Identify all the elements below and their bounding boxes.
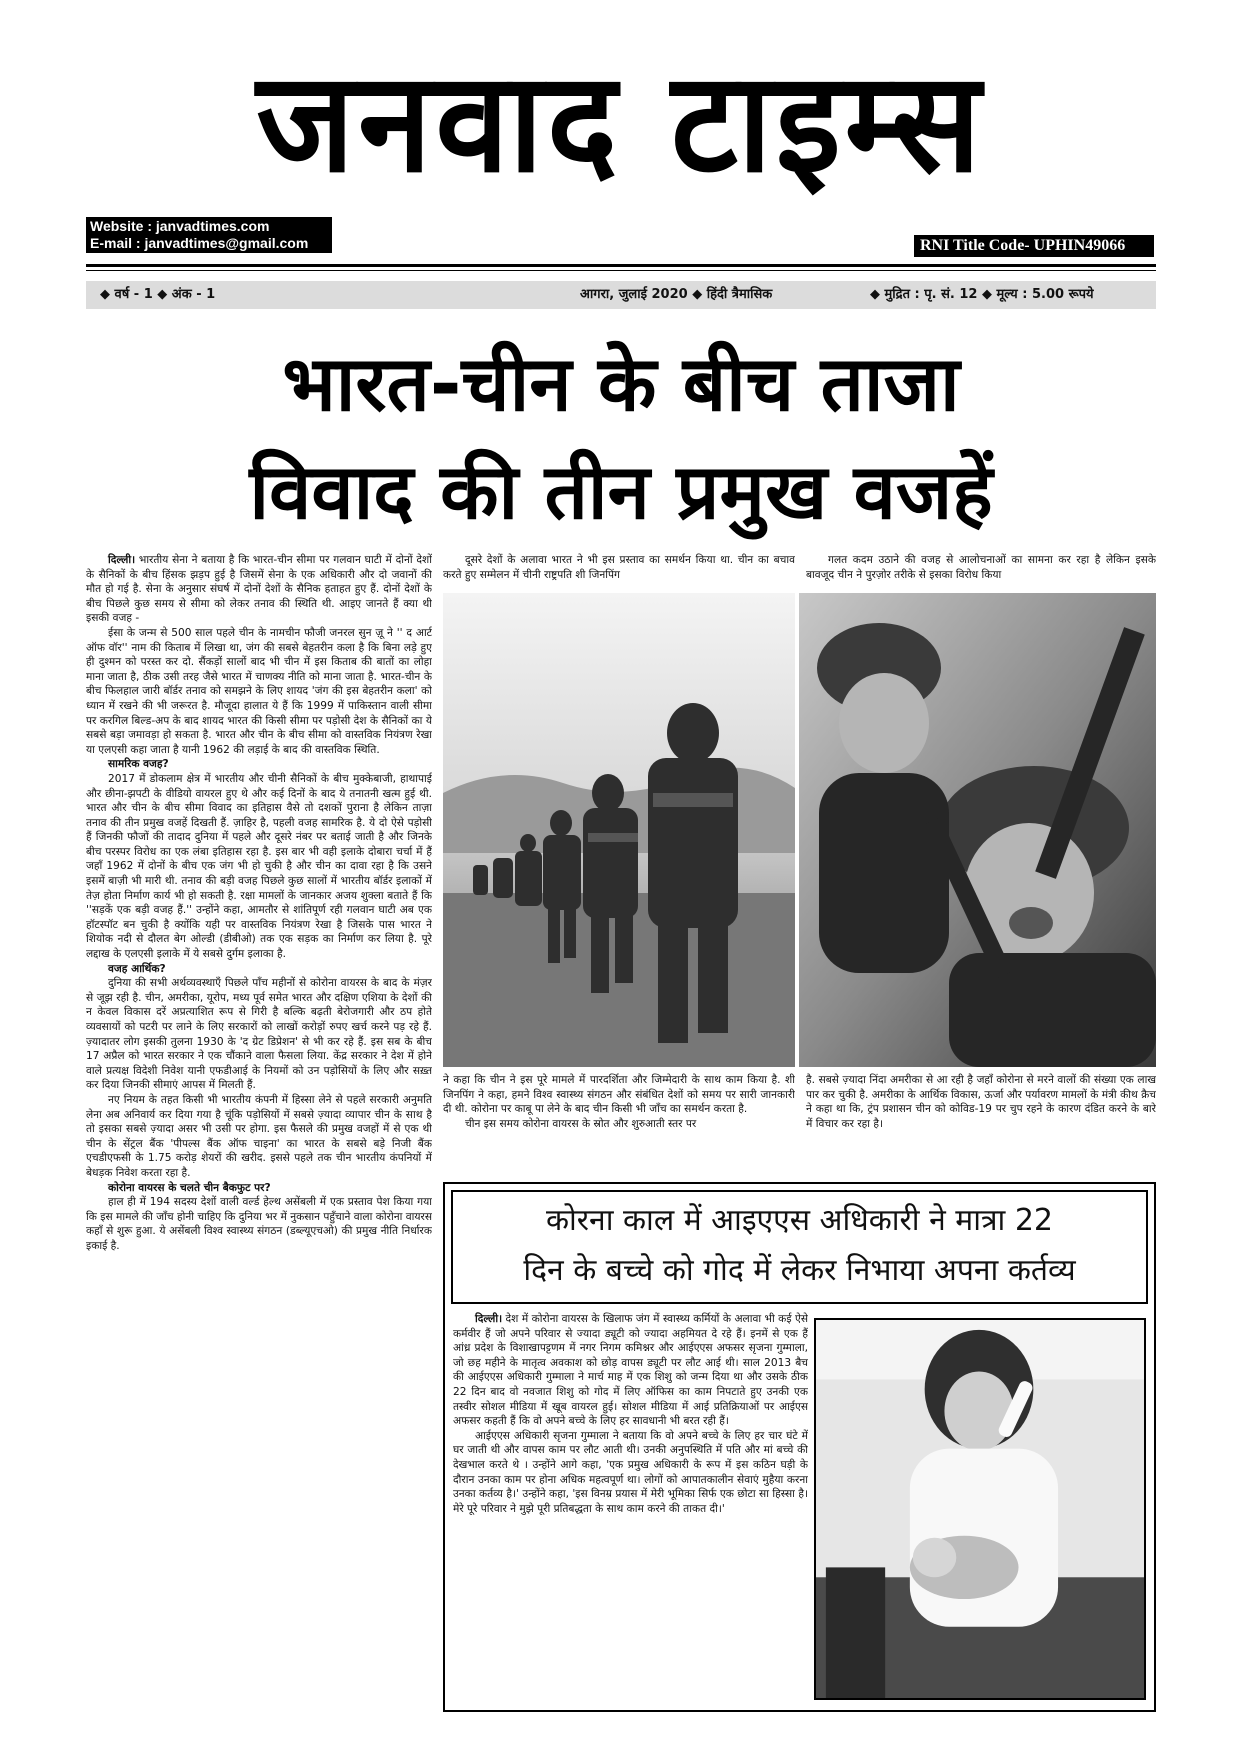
lead-para-2: ईसा के जन्म से 500 साल पहले चीन के नामचीन फौजी जनरल सुन ज़ू ने '' द आर्ट ऑफ वॉर'' नाम की किताब में लिखा था, जंग की सबसे बेहतरीन कला है कि बिना लड़े हुए ही दुश्मन को परस्त कर दो. सैंकड़ों सालों बाद भी चीन में इस किताब की बातों का लोहा माना जाता है, ठीक उसी तरह जैसे भारत में चाणक्य नीति को माना जाता है. भारत-चीन के बीच फिलहाल जारी बॉर्डर तनाव को समझने के लिए शायद 'जंग की इस बेहतरीन कला' को ध्यान में रखने की भी जरूरत है. मौजूदा हालात ये हैं कि 1999 में पाकिस्तान वाली सीमा पर करगिल बिल्ड-अप के बाद शायद भारत की किसी सीमा पर पड़ोसी देश के सैनिकों का ये सबसे बड़ा जमावड़ा हो सकता है. भारत और चीन के बीच सीमा को वास्तविक नियंत्रण रेखा या एलएसी कहा जाता है यानी 1962 की लड़ाई के बाद की वास्तविक स्थिति. bbox=[86, 626, 432, 756]
officer-with-baby-photo bbox=[814, 1318, 1146, 1700]
masthead-rule-thin bbox=[86, 270, 1156, 271]
lead-para-4: दुनिया की सभी अर्थव्यवस्थाएँ पिछले पाँच महीनों से कोरोना वायरस के बाद के मंज़र से जूझ रही है. चीन, अमरीका, यूरोप, मध्य पूर्व समेत भारत और दक्षिण एशिया के देशों की न केवल विकास दरें अप्रत्याशित रूप से गिरी है बल्कि बढ़ती बेरोजगारी और ठप होते व्यवसायों को पटरी पर लाने के लिए सरकारों को लाखों करोड़ों रुपए खर्च करने पड़ रहे हैं. ज़्यादातर लोग इसकी तुलना 1930 के 'द ग्रेट डिप्रेशन' से भी कर रहे हैं. इस सब के बीच 17 अप्रैल को भारत सरकार ने एक चौंकाने वाला फैसला लिया. केंद्र सरकार ने देश में होने वाले प्रत्यक्ष विदेशी निवेश यानी एफडीआई के नियमों को उन पड़ोसियों के लिए और सख़्त कर दिया जिनकी सीमाएं आपस में मिलती हैं. bbox=[86, 977, 432, 1092]
lead-right-top: गलत कदम उठाने की वजह से आलोचनाओं का सामना कर रहा है लेकिन इसके बावजूद चीन ने पुरज़ोर तरीके से इसका विरोध किया bbox=[806, 554, 1156, 581]
lead-subhead-corona: कोरोना वायरस के चलते चीन बैकफुट पर? bbox=[108, 1181, 271, 1194]
lead-headline bbox=[86, 330, 1156, 546]
soldiers-marching-photo bbox=[443, 593, 795, 1067]
lead-subhead-strategic: सामरिक वजह? bbox=[108, 758, 169, 771]
lead-para-3: 2017 में डोकलाम क्षेत्र में भारतीय और चीनी सैनिकों के बीच मुक्केबाजी, हाथापाई और छीना-झपटी के वीडियो वायरल हुए थे और कई दिनों के बाद ये तनातनी खत्म हुई थी. भारत और चीन के बीच सीमा विवाद का इतिहास वैसे तो दशकों पुराना है लेकिन ताज़ा तनाव की तीन प्रमुख वजहें दिखती हैं. ज़ाहिर है, पहली वजह सामरिक है. ये दो ऐसे पड़ोसी हैं जिनकी फौजों की तादाद दुनिया में पहले और दूसरे नंबर पर बताई जाती है और जिनके बीच परस्पर विरोध का एक लंबा इतिहास रहा है. इस बार भी वही इलाके दोबारा चर्चा में हैं जहाँ 1962 में दोनों के बीच एक जंग भी हो चुकी है और चीन का दावा रहा है कि उसने इसमें बाज़ी भी मारी थी. तनाव की बड़ी वजह पिछले कुछ सालों में भारतीय बॉर्डर इलाकों में तेज़ होता निर्माण कार्य भी हो सकती है. रक्षा मामलों के जानकार अजय शुक्ला बताते हैं कि ''सड़कें एक बड़ी वजह हैं.'' उन्होंने कहा, आमतौर से शांतिपूर्ण रही गलवान घाटी अब एक हॉटस्पॉट बन चुकी है क्योंकि यही पर वास्तविक नियंत्रण रेखा है जिसके पास भारत ने शियोक नदी से दौलत बेग ओल्डी (डीबीओ) तक एक सड़क का निर्माण कर लिया है. पूरे लद्दाख के एलएसी इलाके में ये सबसे दुर्गम इलाका है. bbox=[86, 772, 432, 961]
ias-story-text bbox=[453, 1312, 808, 1708]
print-price: ◆ मुद्रित : पृ. सं. 12 ◆ मूल्य : 5.00 रूपये bbox=[870, 287, 1094, 302]
place-date: आगरा, जुलाई 2020 ◆ हिंदी त्रैमासिक bbox=[580, 287, 773, 302]
ias-officer-story bbox=[443, 1182, 1156, 1712]
lead-subhead-economic: वजह आर्थिक? bbox=[108, 962, 166, 975]
email-link[interactable]: E-mail : janvadtimes@gmail.com bbox=[90, 235, 309, 251]
lead-para-6: हाल ही में 194 सदस्य देशों वाली वर्ल्ड हेल्थ असेंबली में एक प्रस्ताव पेश किया गया कि इस मामले की जाँच होनी चाहिए कि दुनिया भर में नुकसान पहुँचाने वाला कोरोना वायरस कहाँ से शुरू हुआ. ये असेंबली विश्व स्वास्थ्य संगठन (डब्ल्यूएचओ) की प्रमुख नीति निर्धारक इकाई है. bbox=[86, 1196, 432, 1252]
ias-para-1: देश में कोरोना वायरस के खिलाफ जंग में स्वास्थ्य कर्मियों के अलावा भी कई ऐसे कर्मवीर हैं जो अपने परिवार से ज्यादा ड्यूटी को ज्यादा अहमियत दे रहे हैं। इनमें से एक हैं आंध्र प्रदेश के विशाखापट्टणम में नगर निगम कमिश्नर और आईएएस अफसर सृजना गुम्माला, जो छह महीने के मातृत्व अवकाश को छोड़ वापस ड्यूटी पर लौट आई थी। साल 2013 बैच की आईएएस अधिकारी गुम्माला ने मार्च माह में एक शिशु को जन्म दिया था और उसके ठीक 22 दिन बाद वो नवजात शिशु को गोद में लिए ऑफिस का काम निपटाते हुए उनकी एक तस्वीर सोशल मीडिया में खूब वायरल हुई। सोशल मीडिया में आई प्रतिक्रियाओं पर आईएस अफसर कहती हैं कि वो अपने बच्चे के लिए हर सावधानी भी बरत रही हैं। bbox=[453, 1313, 808, 1428]
lead-mid-bottom: ने कहा कि चीन ने इस पूरे मामले में पारदर्शिता और जिम्मेदारी के साथ काम किया है. शी जिनपिंग ने कहा, हमने विश्व स्वास्थ्य संगठन और संबंधित देशों को समय पर सारी जानकारी दी थी. कोरोना पर काबू पा लेने के बाद चीन किसी भी जाँच का समर्थन करता है. चीन इस समय कोरोना वायरस के स्रोत और शुरुआती स्तर पर bbox=[443, 1074, 795, 1130]
lead-mid-top: दूसरे देशों के अलावा भारत ने भी इस प्रस्ताव का समर्थन किया था. चीन का बचाव करते हुए सम्मेलन में चीनी राष्ट्रपति शी जिनपिंग bbox=[443, 554, 795, 581]
ias-story-headline bbox=[451, 1190, 1148, 1304]
contact-block bbox=[86, 217, 332, 253]
ias-dateline: दिल्ली। bbox=[475, 1313, 503, 1325]
lead-headline-line2: विवाद की तीन प्रमुख वजहें bbox=[249, 447, 993, 536]
chinese-soldiers-photo bbox=[799, 593, 1156, 1067]
masthead-title: जनवाद टाइम्स bbox=[256, 42, 985, 204]
lead-para-1: भारतीय सेना ने बताया है कि भारत-चीन सीमा पर गलवान घाटी में दोनों देशों के सैनिकों के बीच हिंसक झड़प हुई है जिसमें सेना के एक अधिकारी और दो जवानों की मौत हो गई है. सेना के अनुसार संघर्ष में दोनों देशों के सैनिक हताहत हुए हैं. दोनों देशों के बीच पिछले कुछ समय से सीमा को लेकर तनाव की स्थिति थी. आइए जानते हैं क्या थी इसकी वजह - bbox=[86, 554, 432, 625]
rni-code: RNI Title Code- UPHIN49066 bbox=[914, 235, 1154, 257]
issue-info-bar bbox=[86, 281, 1156, 309]
lead-right-bottom: है. सबसे ज़्यादा निंदा अमरीका से आ रही है जहाँ कोरोना से मरने वालों की संख्या एक लाख पार कर चुकी है. अमरीका के आर्थिक विकास, ऊर्जा और पर्यावरण मामलों के मंत्री कीथ क्रैच ने कहा था कि, ट्रंप प्रशासन चीन को कोविड-19 पर चुप रहने के कारण दंडित करने के बारे में विचार कर रहा है। bbox=[806, 1074, 1156, 1130]
lead-left-column bbox=[86, 553, 432, 1708]
ias-headline-line1: कोरना काल में आइएएस अधिकारी ने मात्रा 22 bbox=[545, 1203, 1054, 1238]
lead-para-5: नए नियम के तहत किसी भी भारतीय कंपनी में हिस्सा लेने से पहले सरकारी अनुमति लेना अब अनिवार्य कर दिया गया है चूंकि पड़ोसियों में सबसे ज़्यादा व्यापार चीन के साथ है तो इसका सबसे ज़्यादा असर भी उसी पर होगा. इस फैसले की प्रमुख वजहों में से एक थी चीन के सेंट्रल बैंक 'पीपल्स बैंक ऑफ चाइना' का भारत के सबसे बड़े निजी बैंक एचडीएफसी के 1.75 करोड़ शेयरों की खरीद. इससे पहले तक चीन भारतीय कंपनियों में बेधड़क निवेश करता रहा है. bbox=[86, 1093, 432, 1179]
website-link[interactable]: Website : janvadtimes.com bbox=[90, 218, 270, 234]
lead-headline-line1: भारत-चीन के बीच ताजा bbox=[282, 339, 960, 428]
lead-dateline: दिल्ली। bbox=[108, 554, 136, 566]
ias-para-2: आईएएस अधिकारी सृजना गुम्माला ने बताया कि वो अपने बच्चे के लिए हर चार घंटे में घर जाती थी और वापस काम पर लौट आती थी। उनकी अनुपस्थिति में पति और मां बच्चे की देखभाल करते थे । उन्होंने आगे कहा, 'एक प्रमुख अधिकारी के रूप में इस कठिन घड़ी के दौरान उनका काम पर होना अधिक महत्वपूर्ण था। लोगों को आपातकालीन सेवाएं मुहैया करना उनका कर्तव्य है।' उन्होंने कहा, 'इस विनम्र प्रयास में मेरी भूमिका सिर्फ एक छोटा सा हिस्सा है। मेरे पूरे परिवार ने मुझे पूरी प्रतिबद्धता के साथ काम करने की ताकत दी।' bbox=[453, 1429, 808, 1515]
ias-headline-line2: दिन के बच्चे को गोद में लेकर निभाया अपना कर्तव्य bbox=[523, 1253, 1076, 1288]
masthead-rule bbox=[86, 264, 1156, 267]
volume-issue: ◆ वर्ष - 1 ◆ अंक - 1 bbox=[100, 287, 216, 302]
